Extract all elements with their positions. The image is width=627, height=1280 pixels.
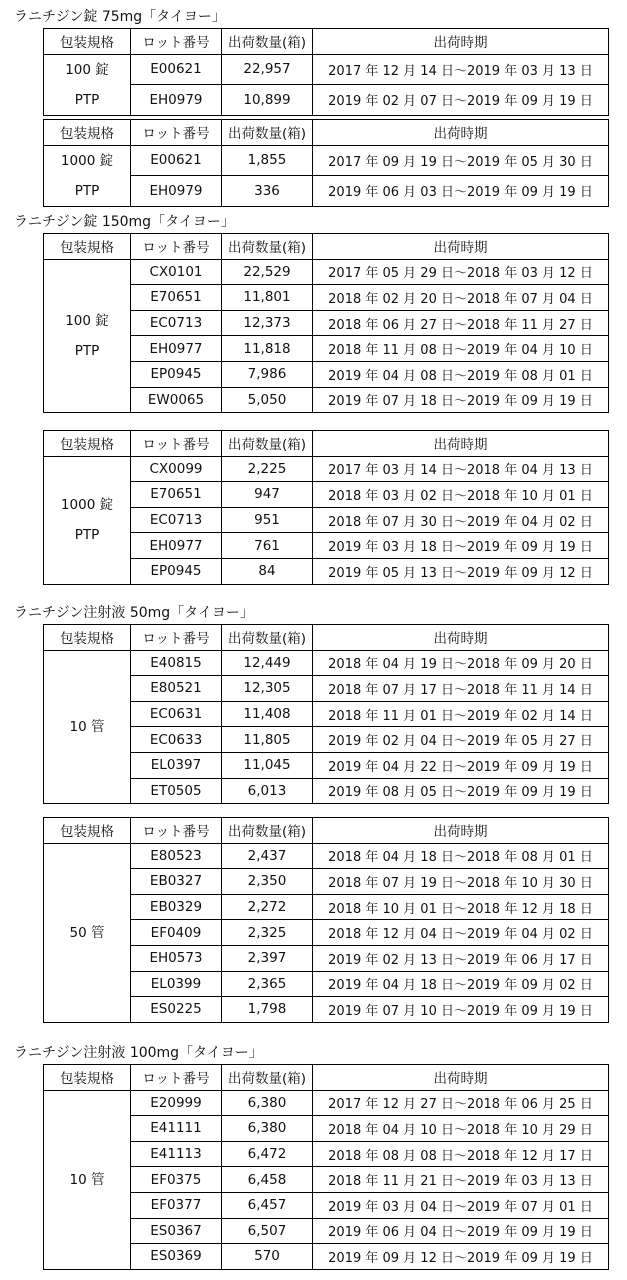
shipment-quantity: 11,801 [222, 285, 313, 311]
shipment-period: 2019 年 06 月 04 日～2019 年 09 月 19 日 [313, 1218, 609, 1244]
lot-number: E80521 [131, 676, 222, 702]
shipment-period: 2018 年 11 月 21 日～2019 年 03 月 13 日 [313, 1167, 609, 1193]
table-row [44, 650, 609, 676]
header-package: 包装規格 [44, 818, 131, 844]
shipment-period: 2019 年 07 月 10 日～2019 年 09 月 19 日 [313, 997, 609, 1023]
lot-number: EH0979 [131, 85, 222, 116]
package-spec-line: 10 管 [69, 1171, 105, 1188]
lot-number: EF0377 [131, 1192, 222, 1218]
header-lot: ロット番号 [131, 431, 222, 457]
shipment-period: 2019 年 04 月 08 日～2019 年 08 月 01 日 [313, 361, 609, 387]
header-lot: ロット番号 [131, 120, 222, 146]
shipment-quantity: 11,408 [222, 701, 313, 727]
shipment-period: 2018 年 02 月 20 日～2018 年 07 月 04 日 [313, 285, 609, 311]
shipment-period: 2017 年 12 月 14 日～2019 年 03 月 13 日 [313, 54, 609, 85]
shipment-period: 2019 年 02 月 04 日～2019 年 05 月 27 日 [313, 727, 609, 753]
shipment-quantity: 22,529 [222, 259, 313, 285]
lot-number: E41111 [131, 1116, 222, 1142]
lot-number: EC0713 [131, 310, 222, 336]
shipment-period: 2017 年 09 月 19 日～2019 年 05 月 30 日 [313, 145, 609, 176]
shipment-quantity: 336 [222, 176, 313, 207]
header-quantity: 出荷数量(箱) [222, 625, 313, 651]
shipment-quantity: 6,507 [222, 1218, 313, 1244]
lot-number: ES0367 [131, 1218, 222, 1244]
lot-number: EH0573 [131, 945, 222, 971]
header-row [44, 625, 609, 651]
shipment-period: 2019 年 03 月 18 日～2019 年 09 月 19 日 [313, 533, 609, 559]
header-row [44, 431, 609, 457]
lot-number: ET0505 [131, 778, 222, 804]
header-period: 出荷時期 [313, 1065, 609, 1091]
shipment-period: 2019 年 03 月 04 日～2019 年 07 月 01 日 [313, 1192, 609, 1218]
shipment-period: 2017 年 05 月 29 日～2018 年 03 月 12 日 [313, 259, 609, 285]
lot-number: EL0397 [131, 752, 222, 778]
lot-number: EW0065 [131, 387, 222, 413]
header-lot: ロット番号 [131, 818, 222, 844]
package-spec-line: 10 管 [69, 718, 105, 735]
lot-number: E70651 [131, 285, 222, 311]
shipment-quantity: 22,957 [222, 54, 313, 85]
table-row [44, 259, 609, 285]
shipment-period: 2019 年 07 月 18 日～2019 年 09 月 19 日 [313, 387, 609, 413]
shipment-period: 2018 年 12 月 04 日～2019 年 04 月 02 日 [313, 920, 609, 946]
lot-number: CX0099 [131, 456, 222, 482]
shipment-period: 2018 年 07 月 17 日～2018 年 11 月 14 日 [313, 676, 609, 702]
shipment-period: 2017 年 03 月 14 日～2018 年 04 月 13 日 [313, 456, 609, 482]
header-period: 出荷時期 [313, 625, 609, 651]
shipment-period: 2018 年 04 月 18 日～2018 年 08 月 01 日 [313, 843, 609, 869]
package-spec-line: PTP [74, 527, 100, 544]
header-lot: ロット番号 [131, 234, 222, 260]
shipment-period: 2018 年 06 月 27 日～2018 年 11 月 27 日 [313, 310, 609, 336]
header-package: 包装規格 [44, 234, 131, 260]
shipment-quantity: 12,305 [222, 676, 313, 702]
header-package: 包装規格 [44, 431, 131, 457]
shipment-period: 2018 年 11 月 08 日～2019 年 04 月 10 日 [313, 336, 609, 362]
package-spec [44, 650, 131, 804]
shipment-period: 2018 年 10 月 01 日～2018 年 12 月 18 日 [313, 894, 609, 920]
lot-number: EP0945 [131, 558, 222, 584]
shipment-quantity: 11,805 [222, 727, 313, 753]
package-spec-line: PTP [74, 342, 100, 359]
shipment-quantity: 10,899 [222, 85, 313, 116]
shipment-quantity: 6,458 [222, 1167, 313, 1193]
table-row [44, 1090, 609, 1116]
header-quantity: 出荷数量(箱) [222, 818, 313, 844]
header-row [44, 818, 609, 844]
table-row [44, 843, 609, 869]
lot-number: EH0979 [131, 176, 222, 207]
package-spec-line: 1000 錠 [60, 152, 114, 169]
lot-number: EP0945 [131, 361, 222, 387]
lot-number: EF0409 [131, 920, 222, 946]
shipment-table [43, 624, 609, 804]
product-title: ラニチジン錠 150mg「タイヨー」 [14, 214, 235, 230]
table-row [44, 456, 609, 482]
header-row [44, 234, 609, 260]
shipment-period: 2019 年 02 月 13 日～2019 年 06 月 17 日 [313, 945, 609, 971]
shipment-quantity: 1,855 [222, 145, 313, 176]
shipment-period: 2019 年 02 月 07 日～2019 年 09 月 19 日 [313, 85, 609, 116]
shipment-period: 2018 年 08 月 08 日～2018 年 12 月 17 日 [313, 1141, 609, 1167]
header-row [44, 1065, 609, 1091]
shipment-table [43, 119, 609, 207]
shipment-period: 2018 年 07 月 30 日～2019 年 04 月 02 日 [313, 507, 609, 533]
lot-number: EL0399 [131, 971, 222, 997]
header-period: 出荷時期 [313, 120, 609, 146]
header-lot: ロット番号 [131, 625, 222, 651]
header-period: 出荷時期 [313, 29, 609, 55]
lot-number: EB0329 [131, 894, 222, 920]
shipment-period: 2018 年 03 月 02 日～2018 年 10 月 01 日 [313, 482, 609, 508]
shipment-quantity: 2,225 [222, 456, 313, 482]
shipment-quantity: 6,457 [222, 1192, 313, 1218]
product-title: ラニチジン錠 75mg「タイヨー」 [14, 9, 226, 25]
header-period: 出荷時期 [313, 818, 609, 844]
table-row [44, 145, 609, 176]
shipment-quantity: 5,050 [222, 387, 313, 413]
header-row [44, 120, 609, 146]
shipment-period: 2019 年 04 月 22 日～2019 年 09 月 19 日 [313, 752, 609, 778]
shipment-period: 2019 年 06 月 03 日～2019 年 09 月 19 日 [313, 176, 609, 207]
shipment-period: 2019 年 04 月 18 日～2019 年 09 月 02 日 [313, 971, 609, 997]
shipment-table [43, 430, 609, 585]
shipment-quantity: 6,380 [222, 1090, 313, 1116]
shipment-quantity: 570 [222, 1244, 313, 1270]
lot-number: EB0327 [131, 869, 222, 895]
shipment-quantity: 2,365 [222, 971, 313, 997]
lot-number: CX0101 [131, 259, 222, 285]
shipment-quantity: 6,472 [222, 1141, 313, 1167]
shipment-period: 2018 年 11 月 01 日～2019 年 02 月 14 日 [313, 701, 609, 727]
header-package: 包装規格 [44, 120, 131, 146]
shipment-quantity: 11,045 [222, 752, 313, 778]
shipment-quantity: 2,350 [222, 869, 313, 895]
header-quantity: 出荷数量(箱) [222, 120, 313, 146]
lot-number: EC0633 [131, 727, 222, 753]
product-title: ラニチジン注射液 100mg「タイヨー」 [14, 1045, 263, 1061]
lot-number: EH0977 [131, 533, 222, 559]
lot-number: E00621 [131, 145, 222, 176]
lot-number: ES0369 [131, 1244, 222, 1270]
header-lot: ロット番号 [131, 1065, 222, 1091]
lot-number: ES0225 [131, 997, 222, 1023]
package-spec-line: 50 管 [69, 924, 105, 941]
package-spec-line: 100 錠 [65, 312, 109, 329]
lot-number: E20999 [131, 1090, 222, 1116]
lot-number: E70651 [131, 482, 222, 508]
lot-number: EC0713 [131, 507, 222, 533]
header-quantity: 出荷数量(箱) [222, 29, 313, 55]
product-title: ラニチジン注射液 50mg「タイヨー」 [14, 605, 254, 621]
shipment-table [43, 28, 609, 116]
shipment-period: 2019 年 05 月 13 日～2019 年 09 月 12 日 [313, 558, 609, 584]
lot-number: EF0375 [131, 1167, 222, 1193]
shipment-quantity: 947 [222, 482, 313, 508]
package-spec [44, 145, 131, 206]
shipment-quantity: 6,013 [222, 778, 313, 804]
lot-number: E80523 [131, 843, 222, 869]
shipment-quantity: 951 [222, 507, 313, 533]
header-quantity: 出荷数量(箱) [222, 234, 313, 260]
table-row [44, 54, 609, 85]
shipment-table [43, 817, 609, 1023]
package-spec-line: 1000 錠 [60, 497, 114, 514]
header-package: 包装規格 [44, 625, 131, 651]
shipment-quantity: 7,986 [222, 361, 313, 387]
shipment-quantity: 11,818 [222, 336, 313, 362]
shipment-period: 2018 年 04 月 10 日～2018 年 10 月 29 日 [313, 1116, 609, 1142]
package-spec-line: PTP [74, 182, 100, 199]
shipment-quantity: 84 [222, 558, 313, 584]
header-package: 包装規格 [44, 1065, 131, 1091]
header-lot: ロット番号 [131, 29, 222, 55]
shipment-quantity: 2,437 [222, 843, 313, 869]
lot-number: E41113 [131, 1141, 222, 1167]
shipment-period: 2018 年 07 月 19 日～2018 年 10 月 30 日 [313, 869, 609, 895]
lot-number: E40815 [131, 650, 222, 676]
shipment-quantity: 2,325 [222, 920, 313, 946]
package-spec [44, 843, 131, 1022]
shipment-quantity: 12,449 [222, 650, 313, 676]
shipment-table [43, 1064, 609, 1270]
shipment-period: 2019 年 09 月 12 日～2019 年 09 月 19 日 [313, 1244, 609, 1270]
shipment-table [43, 233, 609, 413]
package-spec [44, 456, 131, 584]
lot-number: EH0977 [131, 336, 222, 362]
shipment-quantity: 6,380 [222, 1116, 313, 1142]
shipment-quantity: 1,798 [222, 997, 313, 1023]
shipment-quantity: 12,373 [222, 310, 313, 336]
package-spec [44, 54, 131, 115]
shipment-period: 2018 年 04 月 19 日～2018 年 09 月 20 日 [313, 650, 609, 676]
package-spec [44, 259, 131, 413]
header-quantity: 出荷数量(箱) [222, 1065, 313, 1091]
header-period: 出荷時期 [313, 431, 609, 457]
shipment-quantity: 761 [222, 533, 313, 559]
package-spec [44, 1090, 131, 1269]
shipment-quantity: 2,397 [222, 945, 313, 971]
header-row [44, 29, 609, 55]
lot-number: E00621 [131, 54, 222, 85]
header-package: 包装規格 [44, 29, 131, 55]
header-quantity: 出荷数量(箱) [222, 431, 313, 457]
shipment-period: 2017 年 12 月 27 日～2018 年 06 月 25 日 [313, 1090, 609, 1116]
shipment-quantity: 2,272 [222, 894, 313, 920]
lot-number: EC0631 [131, 701, 222, 727]
header-period: 出荷時期 [313, 234, 609, 260]
package-spec-line: 100 錠 [65, 61, 109, 78]
package-spec-line: PTP [74, 91, 100, 108]
shipment-period: 2019 年 08 月 05 日～2019 年 09 月 19 日 [313, 778, 609, 804]
